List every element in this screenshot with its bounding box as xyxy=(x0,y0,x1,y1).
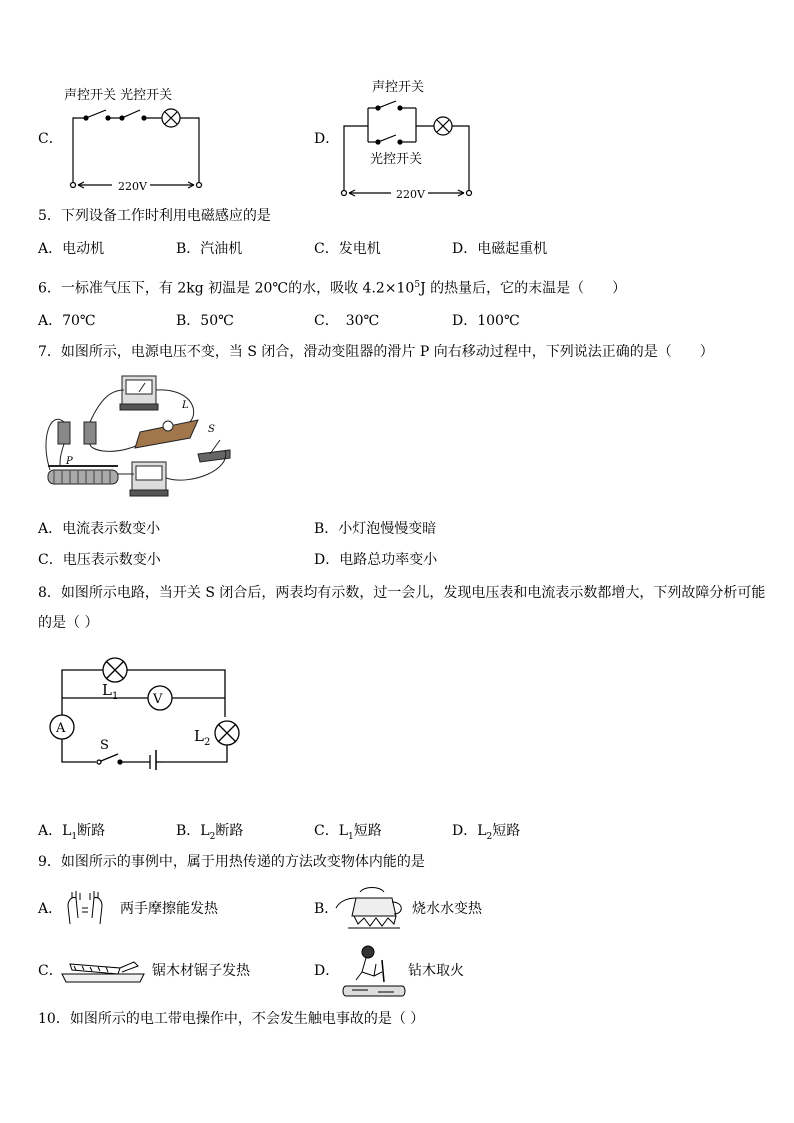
q8-option-b-sub: 2 xyxy=(209,831,216,842)
q7-label-l: L xyxy=(182,400,189,411)
q7-label-p: P xyxy=(66,456,73,467)
q8-stem-line2: 的是（ ） xyxy=(38,615,99,631)
q9-option-d-letter[interactable]: D． xyxy=(314,963,340,979)
q8-option-c[interactable] xyxy=(314,822,382,846)
q9-option-a-letter[interactable]: A． xyxy=(38,901,63,917)
drilling-wood-fire-picture xyxy=(338,942,410,1000)
q8-option-d-sub: 2 xyxy=(486,831,493,842)
rubbing-hands-picture xyxy=(60,888,110,928)
q9-option-b-letter[interactable]: B． xyxy=(314,901,339,917)
q8-l2-sub: 2 xyxy=(204,737,211,748)
option-c-voltage: 220V xyxy=(118,180,147,193)
option-c-letter: C． xyxy=(38,131,63,147)
q5-option-b[interactable]: B．汽油机 xyxy=(176,241,243,257)
q7-circuit-photo xyxy=(40,370,240,505)
q6-option-a[interactable]: A．70℃ xyxy=(38,313,96,329)
q9-option-d-text: 钻木取火 xyxy=(408,963,464,979)
q8-option-b-end: 断路 xyxy=(215,823,244,839)
q8-option-c-sub: 1 xyxy=(348,831,354,842)
q8-stem-line1: 8．如图所示电路，当开关 S 闭合后，两表均有示数，过一会儿，发现电压表和电流表示数都增大，下列故障分析可能 xyxy=(38,585,766,601)
q8-option-a-end: 断路 xyxy=(77,823,106,839)
option-d-sound-switch-label: 声控开关 xyxy=(372,80,425,95)
q7-label-s: S xyxy=(208,424,215,435)
option-c-circuit-diagram xyxy=(60,96,210,196)
q9-option-c-letter[interactable]: C． xyxy=(38,963,63,979)
q8-option-d-text: D．L xyxy=(452,823,487,839)
option-d-circuit-diagram xyxy=(336,96,486,206)
q7-stem: 7．如图所示，电源电压不变，当 S 闭合，滑动变阻器的滑片 P 向右移动过程中，下列说法正确的是（ ） xyxy=(38,344,714,360)
option-d-letter: D． xyxy=(314,131,340,147)
sawing-wood-picture xyxy=(60,954,146,986)
q5-option-d[interactable]: D．电磁起重机 xyxy=(452,241,548,257)
q5-option-a[interactable]: A．电动机 xyxy=(38,241,105,257)
option-d-voltage: 220V xyxy=(396,188,425,201)
q9-stem: 9．如图所示的事例中，属于用热传递的方法改变物体内能的是 xyxy=(38,854,425,870)
q9-option-a-text: 两手摩擦能发热 xyxy=(120,901,218,917)
q8-switch-label: S xyxy=(100,738,109,753)
q5-option-c[interactable]: C．发电机 xyxy=(314,241,381,257)
q7-option-a[interactable]: A．电流表示数变小 xyxy=(38,521,161,537)
q8-voltmeter-label: V xyxy=(153,692,163,707)
q8-l1-label: L xyxy=(102,681,112,699)
q7-option-c[interactable]: C．电压表示数变小 xyxy=(38,552,161,568)
q6-stem-text: 6．一标准气压下，有 2kg 初温是 20℃的水，吸收 4.2×10 xyxy=(38,280,415,297)
q8-l2-label: L xyxy=(194,727,204,745)
q8-option-d-end: 短路 xyxy=(492,823,521,839)
q8-option-c-text: C．L xyxy=(314,823,349,839)
q6-option-c[interactable]: C． 30℃ xyxy=(314,313,380,329)
option-d-light-switch-label: 光控开关 xyxy=(370,152,423,167)
q6-stem-exponent: 5 xyxy=(414,280,421,290)
q8-option-b-text: B．L xyxy=(176,823,210,839)
q8-option-c-end: 短路 xyxy=(353,823,382,839)
q6-stem-end: J 的热量后，它的末温是（ ） xyxy=(420,280,627,297)
q6-option-b[interactable]: B．50℃ xyxy=(176,313,234,329)
q10-stem: 10．如图所示的电工带电操作中，不会发生触电事故的是（ ） xyxy=(38,1011,425,1027)
q8-l1-sub: 1 xyxy=(112,691,119,702)
q8-option-a-sub: 1 xyxy=(71,831,78,842)
q7-option-b[interactable]: B．小灯泡慢慢变暗 xyxy=(314,521,437,537)
q8-option-d[interactable] xyxy=(452,822,520,846)
q5-stem: 5．下列设备工作时利用电磁感应的是 xyxy=(38,208,271,224)
q6-stem xyxy=(38,276,626,298)
kettle-picture xyxy=(334,884,410,930)
q9-option-c-text: 锯木材锯子发热 xyxy=(152,963,250,979)
q8-option-a-text: A．L xyxy=(38,823,72,839)
q9-option-b-text: 烧水水变热 xyxy=(412,901,482,917)
q7-option-d[interactable]: D．电路总功率变小 xyxy=(314,552,438,568)
q8-option-a[interactable] xyxy=(38,822,105,846)
q8-circuit-diagram xyxy=(40,645,250,770)
q8-ammeter-label: A xyxy=(56,721,66,736)
option-c-switch-labels: 声控开关 光控开关 xyxy=(64,88,173,103)
q6-option-d[interactable]: D．100℃ xyxy=(452,313,520,329)
q8-option-b[interactable] xyxy=(176,822,243,846)
